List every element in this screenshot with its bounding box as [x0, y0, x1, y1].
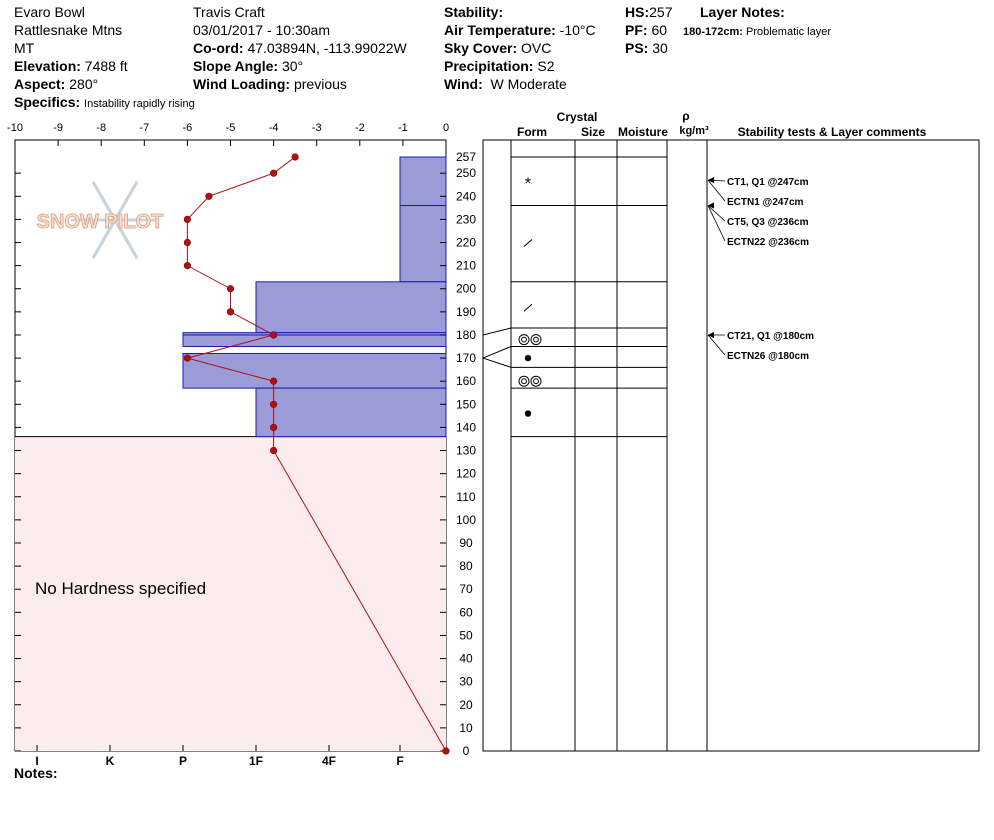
wind-loading-label: Wind Loading:: [193, 76, 291, 92]
temperature-point: [206, 193, 213, 200]
stability-label: Stability:: [444, 4, 504, 20]
observer: Travis Craft: [193, 4, 265, 20]
hardness-tick-label: I: [35, 754, 39, 768]
height-tick-label: 10: [459, 720, 473, 735]
height-tick-label: 200: [455, 281, 477, 296]
elevation-label: Elevation:: [14, 58, 81, 74]
height-tick-label: 60: [459, 605, 473, 620]
height-tick-label: 150: [455, 397, 477, 412]
hardness-layer: [400, 206, 446, 282]
size-header: Size: [580, 125, 606, 139]
height-tick-label: 50: [459, 628, 473, 643]
height-tick-label: 130: [455, 443, 477, 458]
hs-label: HS:: [625, 4, 650, 20]
crystal-form-symbol: [525, 355, 531, 361]
height-tick-label: 20: [459, 697, 473, 712]
no-hardness-label: No Hardness specified: [35, 579, 207, 598]
coord-label: Co-ord:: [193, 40, 244, 56]
sky-label: Sky Cover:: [444, 40, 518, 56]
height-tick-label: 0: [462, 744, 470, 758]
stability-test-label: CT21, Q1 @180cm: [727, 331, 815, 342]
aspect-label: Aspect:: [14, 76, 66, 92]
stability-header: Stability tests & Layer comments: [737, 125, 927, 139]
temperature-point: [270, 447, 277, 454]
height-tick-label: 170: [455, 351, 477, 366]
layer-note-text: Problematic layer: [746, 26, 831, 38]
mountain-range: Rattlesnake Mtns: [14, 22, 123, 38]
height-tick-label: 180: [455, 327, 477, 342]
ps-label: PS:: [625, 40, 649, 56]
height-tick-label: 100: [455, 512, 477, 527]
temperature-point: [184, 355, 191, 362]
layer-note-range: 180-172cm:: [683, 26, 743, 38]
coord-value: 47.03894N, -113.99022W: [247, 40, 407, 56]
layer-table-frame: [483, 140, 979, 751]
temp-tick-label: -5: [225, 122, 236, 134]
hardness-tick-label: F: [396, 754, 404, 768]
crystal-form-symbol: [525, 410, 531, 416]
height-tick-label: 140: [455, 420, 477, 435]
slope-value: 30°: [281, 58, 304, 74]
stability-test-label: ECTN26 @180cm: [727, 351, 810, 362]
crystal-form-symbol: *: [524, 175, 532, 193]
height-tick-label: 30: [459, 674, 473, 689]
temp-tick-label: -10: [7, 122, 23, 134]
hs-value: 257: [649, 4, 673, 20]
height-tick-label: 210: [455, 258, 477, 273]
hardness-layer: [400, 157, 446, 206]
temperature-point: [184, 239, 191, 246]
pf-value: 60: [651, 22, 668, 38]
specifics-label: Specifics:: [14, 94, 81, 110]
wind-label: Wind:: [444, 76, 483, 92]
stability-test-label: CT1, Q1 @247cm: [727, 177, 809, 188]
hardness-tick-label: P: [178, 754, 188, 768]
hardness-layer: [183, 335, 446, 347]
location-name: Evaro Bowl: [14, 4, 85, 20]
wind-value: W Moderate: [490, 76, 567, 92]
height-tick-label: 40: [459, 651, 473, 666]
temperature-point: [270, 378, 277, 385]
temp-tick-label: -4: [268, 122, 279, 134]
temperature-point: [270, 170, 277, 177]
hardness-tick-label: 4F: [321, 754, 337, 768]
temperature-point: [184, 216, 191, 223]
height-tick-label: 70: [459, 582, 473, 597]
height-tick-label: 190: [455, 304, 477, 319]
temp-tick-label: -1: [398, 122, 408, 134]
height-tick-label: 240: [455, 189, 477, 204]
form-header: Form: [517, 125, 547, 139]
height-tick-label: 160: [455, 374, 477, 389]
temperature-point: [270, 401, 277, 408]
ps-value: 30: [652, 40, 668, 56]
hardness-layer: [256, 388, 446, 437]
stability-test-label: ECTN22 @236cm: [727, 237, 810, 248]
hardness-tick-label: K: [105, 754, 115, 768]
height-tick-label: 90: [459, 535, 473, 550]
temperature-point: [292, 154, 299, 161]
temperature-point: [443, 748, 450, 755]
precip-value: S2: [537, 58, 555, 74]
temperature-point: [184, 262, 191, 269]
datetime: 03/01/2017 - 10:30am: [193, 22, 330, 38]
slope-label: Slope Angle:: [193, 58, 279, 74]
temp-tick-label: -7: [139, 122, 150, 134]
height-tick-label: 257: [455, 150, 477, 164]
layer-notes-label: Layer Notes:: [700, 4, 785, 20]
height-tick-label: 230: [455, 212, 477, 227]
height-tick-label: 250: [455, 166, 477, 181]
hardness-layer: [256, 282, 446, 333]
hardness-layer: [183, 353, 446, 388]
temperature-point: [270, 332, 277, 339]
wind-loading-value: previous: [293, 76, 347, 92]
temp-tick-label: -3: [311, 122, 322, 134]
aspect-value: 280°: [69, 76, 99, 92]
pf-label: PF:: [625, 22, 648, 38]
height-tick-label: 110: [456, 489, 476, 504]
density-unit: kg/m³: [679, 125, 709, 137]
height-tick-label: 220: [455, 235, 477, 250]
stability-test-label: ECTN1 @247cm: [727, 197, 804, 208]
height-tick-label: 80: [459, 559, 473, 574]
stability-test-label: CT5, Q3 @236cm: [727, 217, 809, 228]
air-temp-value: -10°C: [559, 22, 596, 38]
temperature-point: [227, 285, 234, 292]
temperature-point: [227, 309, 234, 316]
temp-tick-label: -6: [182, 122, 193, 134]
temp-tick-label: -9: [53, 122, 63, 134]
temp-tick-label: 0: [442, 122, 450, 134]
temperature-point: [270, 424, 277, 431]
state: MT: [14, 40, 35, 56]
hardness-tick-label: 1F: [248, 754, 264, 768]
crystal-header: Crystal: [556, 110, 598, 124]
logo-text: SNOW PILOT: [36, 211, 164, 233]
temp-tick-label: -2: [354, 122, 365, 134]
notes-label: Notes:: [14, 765, 58, 781]
precip-label: Precipitation:: [444, 58, 534, 74]
specifics-value: Instability rapidly rising: [84, 98, 195, 110]
temp-tick-label: -8: [96, 122, 107, 134]
air-temp-label: Air Temperature:: [444, 22, 556, 38]
density-symbol: ρ: [682, 109, 690, 123]
moisture-header: Moisture: [617, 125, 669, 139]
height-tick-label: 120: [455, 466, 477, 481]
elevation-value: 7488 ft: [84, 58, 128, 74]
sky-value: OVC: [521, 40, 552, 56]
